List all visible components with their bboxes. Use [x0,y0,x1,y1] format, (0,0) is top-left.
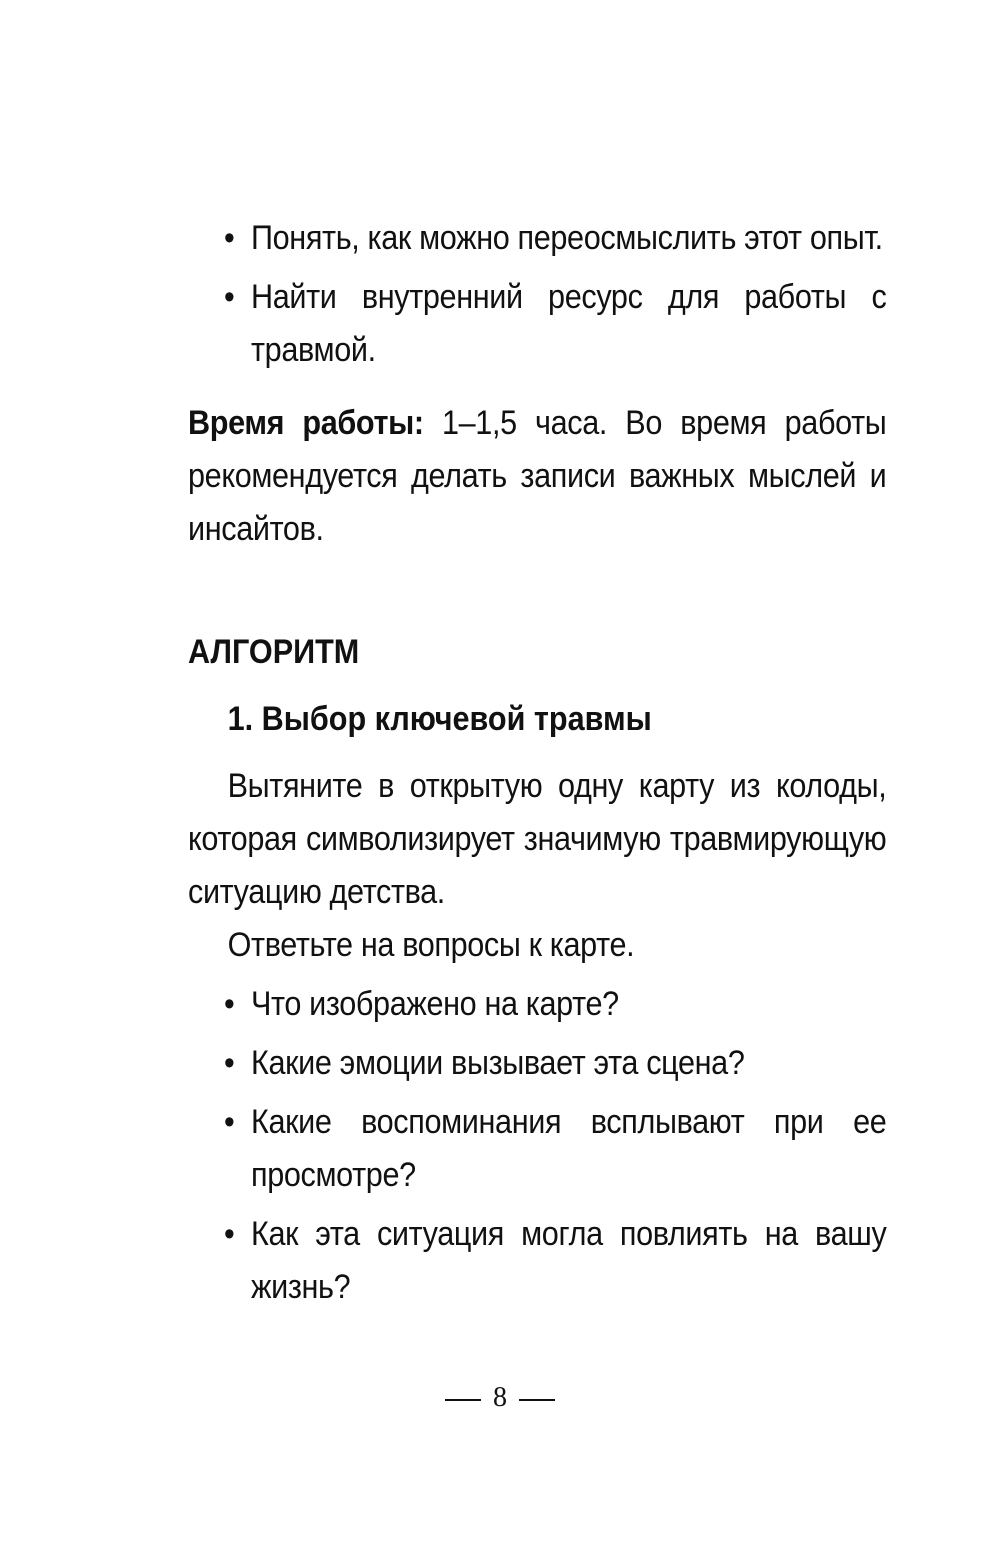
page-footer [0,1378,1000,1418]
footer-dash-right [519,1399,555,1401]
question-text: Какие эмоции вызывает эта сцена? [251,1044,745,1082]
list-item [188,271,886,377]
bullet-text: Найти внутренний ресурс для работы с травмой. [251,278,887,369]
list-item [188,1208,886,1314]
question-text: Как эта ситуация могла повлиять на вашу жизнь? [251,1215,887,1306]
page-content [188,212,886,1320]
list-item [188,1037,886,1090]
step-paragraph: Ответьте на вопросы к карте. [227,926,635,964]
list-item [188,978,886,1031]
bullet-icon: • [224,278,235,316]
step-title: 1. Выбор ключевой травмы [227,700,652,738]
footer-dash-left [445,1399,481,1401]
list-item [188,212,886,265]
bullet-text: Понять, как можно переосмыслить этот опыт. [251,219,883,257]
question-text: Какие воспоминания всплывают при ее просмотре? [251,1103,887,1194]
bullet-icon: • [224,1103,235,1141]
question-list [188,978,886,1314]
bullet-icon: • [224,1215,235,1253]
work-time-paragraph [188,397,886,556]
section-heading: АЛГОРИТМ [188,633,360,671]
intro-bullet-list [188,212,886,377]
work-time-label: Время работы: [188,404,424,442]
page-number: 8 [493,1382,507,1413]
list-item [188,1096,886,1202]
bullet-icon: • [224,1044,235,1082]
question-text: Что изображено на карте? [251,985,619,1023]
bullet-icon: • [224,985,235,1023]
bullet-icon: • [224,219,235,257]
step-paragraph: Вытяните в открытую одну карту из колоды, которая символизирует значимую травмирующую ситуацию детства. [188,767,887,911]
work-time-text: 1–1,5 часа. Во время работы рекомендуется делать записи важных мыслей и инсайтов. [188,404,887,548]
